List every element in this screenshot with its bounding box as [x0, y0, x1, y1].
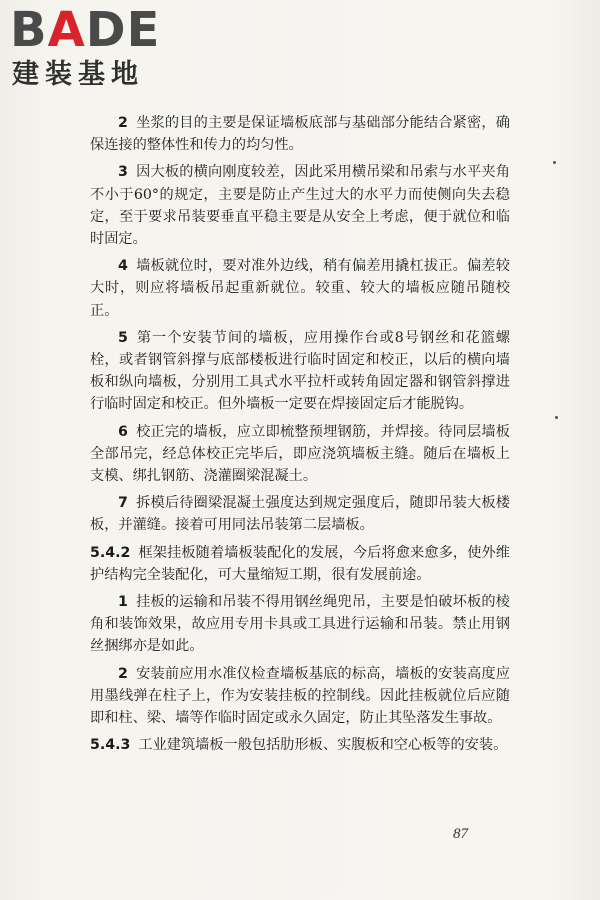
paragraph	[90, 421, 510, 488]
section-paragraph	[90, 542, 510, 586]
paragraph	[90, 663, 510, 730]
paragraph-text: 工业建筑墙板一般包括肋形板、实腹板和空心板等的安装。	[138, 737, 508, 754]
paragraph	[90, 591, 510, 658]
paragraph-number: 2	[118, 115, 128, 131]
paragraph-text: 挂板的运输和吊装不得用钢丝绳兜吊，主要是怕破坏板的棱角和装饰效果，故应用专用卡具或工具进行运输和吊装。禁止用钢丝捆绑亦是如此。	[90, 594, 510, 655]
page-number: 87	[453, 826, 468, 842]
paragraph-text: 第一个安装节间的墙板，应用操作台或8号钢丝和花篮螺栓，或者钢管斜撑与底部楼板进行临时固定和校正，以后的横向墙板和纵向墙板，分别用工具式水平拉杆或转角固定器和钢管斜撑进行临时固定和校正。但外墙板一定要在焊接固定后才能脱钩。	[90, 329, 510, 413]
scan-speck	[555, 416, 558, 419]
paragraph-text: 安装前应用水准仪检查墙板基底的标高，墙板的安装高度应用墨线弹在柱子上，作为安装挂板的控制线。因此挂板就位后应随即和柱、梁、墙等作临时固定或永久固定，防止其坠落发生事故。	[90, 665, 510, 727]
paragraph	[90, 112, 510, 156]
paragraph-text: 坐浆的目的主要是保证墙板底部与基础部分能结合紧密，确保连接的整体性和传力的均匀性。	[90, 115, 510, 154]
section-number: 5.4.2	[90, 544, 131, 561]
paragraph-text: 框架挂板随着墙板装配化的发展，今后将愈来愈多，使外维护结构完全装配化，可大量缩短工期，很有发展前途。	[90, 544, 510, 583]
logo-wordmark	[10, 4, 160, 56]
logo-letter-a: A	[47, 2, 86, 58]
scan-speck	[553, 161, 556, 164]
paragraph	[90, 161, 510, 250]
paragraph	[90, 492, 510, 536]
logo-letters-de: DE	[85, 2, 161, 58]
logo-subtitle: 建装基地	[12, 59, 144, 90]
paragraph	[90, 327, 510, 416]
paragraph-text: 校正完的墙板，应立即梳整预埋钢筋，并焊接。待同层墙板全部吊完，经总体校正完毕后，即应浇筑墙板主缝。随后在墙板上支模、绑扎钢筋、浇灌圈梁混凝土。	[90, 423, 510, 485]
paragraph-number: 2	[118, 665, 128, 682]
body-text	[90, 112, 510, 761]
paragraph-number: 1	[118, 594, 128, 611]
paragraph-number: 3	[118, 164, 128, 181]
section-paragraph	[90, 734, 510, 756]
bade-logo	[10, 4, 190, 96]
paragraph-text: 因大板的横向刚度较差，因此采用横吊梁和吊索与水平夹角不小于60°的规定，主要是防止产生过大的水平力而使侧向失去稳定，至于要求吊装要垂直平稳主要是从安全上考虑，便于就位和临时固定。	[90, 164, 510, 248]
paragraph	[90, 255, 510, 322]
paragraph-number: 7	[118, 495, 128, 512]
paragraph-number: 4	[118, 258, 128, 275]
logo-letter-b: B	[10, 2, 48, 58]
paragraph-number: 5	[118, 329, 128, 346]
paragraph-text: 墙板就位时，要对准外边线，稍有偏差用撬杠拔正。偏差较大时，则应将墙板吊起重新就位。较重、较大的墙板应随吊随校正。	[90, 258, 510, 319]
section-number: 5.4.3	[90, 737, 131, 754]
paragraph-text: 拆模后待圈梁混凝土强度达到规定强度后，随即吊装大板楼板，并灌缝。接着可用同法吊装第二层墙板。	[90, 495, 510, 534]
paragraph-number: 6	[118, 423, 128, 440]
